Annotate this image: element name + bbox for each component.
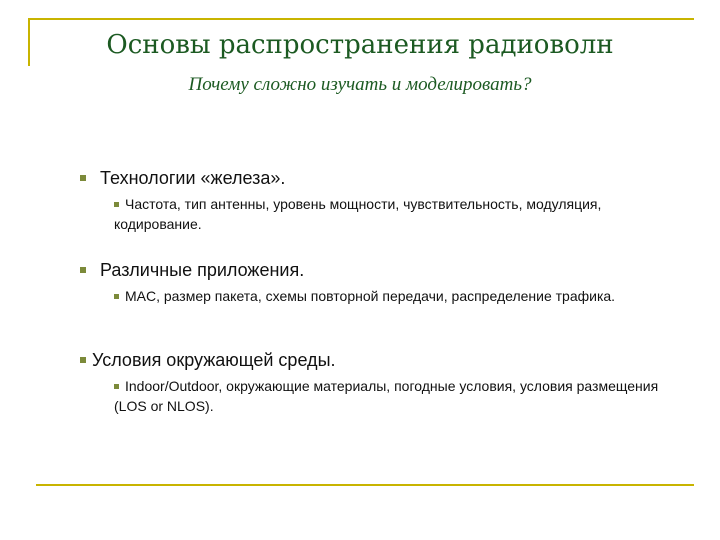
sub-bullet-text: Indoor/Outdoor, окружающие материалы, погодные условия, условия размещения (LOS or NLOS). — [114, 378, 659, 414]
slide-subtitle: Почему сложно изучать и моделировать? — [188, 74, 532, 95]
square-bullet-icon — [80, 267, 86, 273]
sub-bullet-text: Частота, тип антенны, уровень мощности, чувствительность, модуляция, кодирование. — [114, 196, 602, 232]
bullet-label: Условия окружающей среды. — [92, 350, 336, 370]
bullet-item-2 — [80, 260, 304, 281]
bottom-border-line — [36, 484, 694, 486]
sub-bullet-text: MAC, размер пакета, схемы повторной передачи, распределение трафика. — [125, 288, 616, 304]
sub-bullet-item-2 — [114, 286, 674, 306]
sub-bullet-item-1 — [114, 194, 674, 234]
square-bullet-icon — [114, 202, 119, 207]
bullet-label: Различные приложения. — [100, 260, 305, 280]
sub-bullet-item-3 — [114, 376, 674, 416]
square-bullet-icon — [114, 294, 119, 299]
slide-title: Основы распространения радиоволн — [106, 30, 614, 60]
bullet-item-3 — [80, 350, 336, 371]
square-bullet-icon — [80, 175, 86, 181]
bullet-item-1 — [80, 168, 285, 189]
bullet-label: Технологии «железа». — [100, 168, 286, 188]
square-bullet-icon — [80, 357, 86, 363]
top-border-line — [28, 18, 694, 20]
square-bullet-icon — [114, 384, 119, 389]
